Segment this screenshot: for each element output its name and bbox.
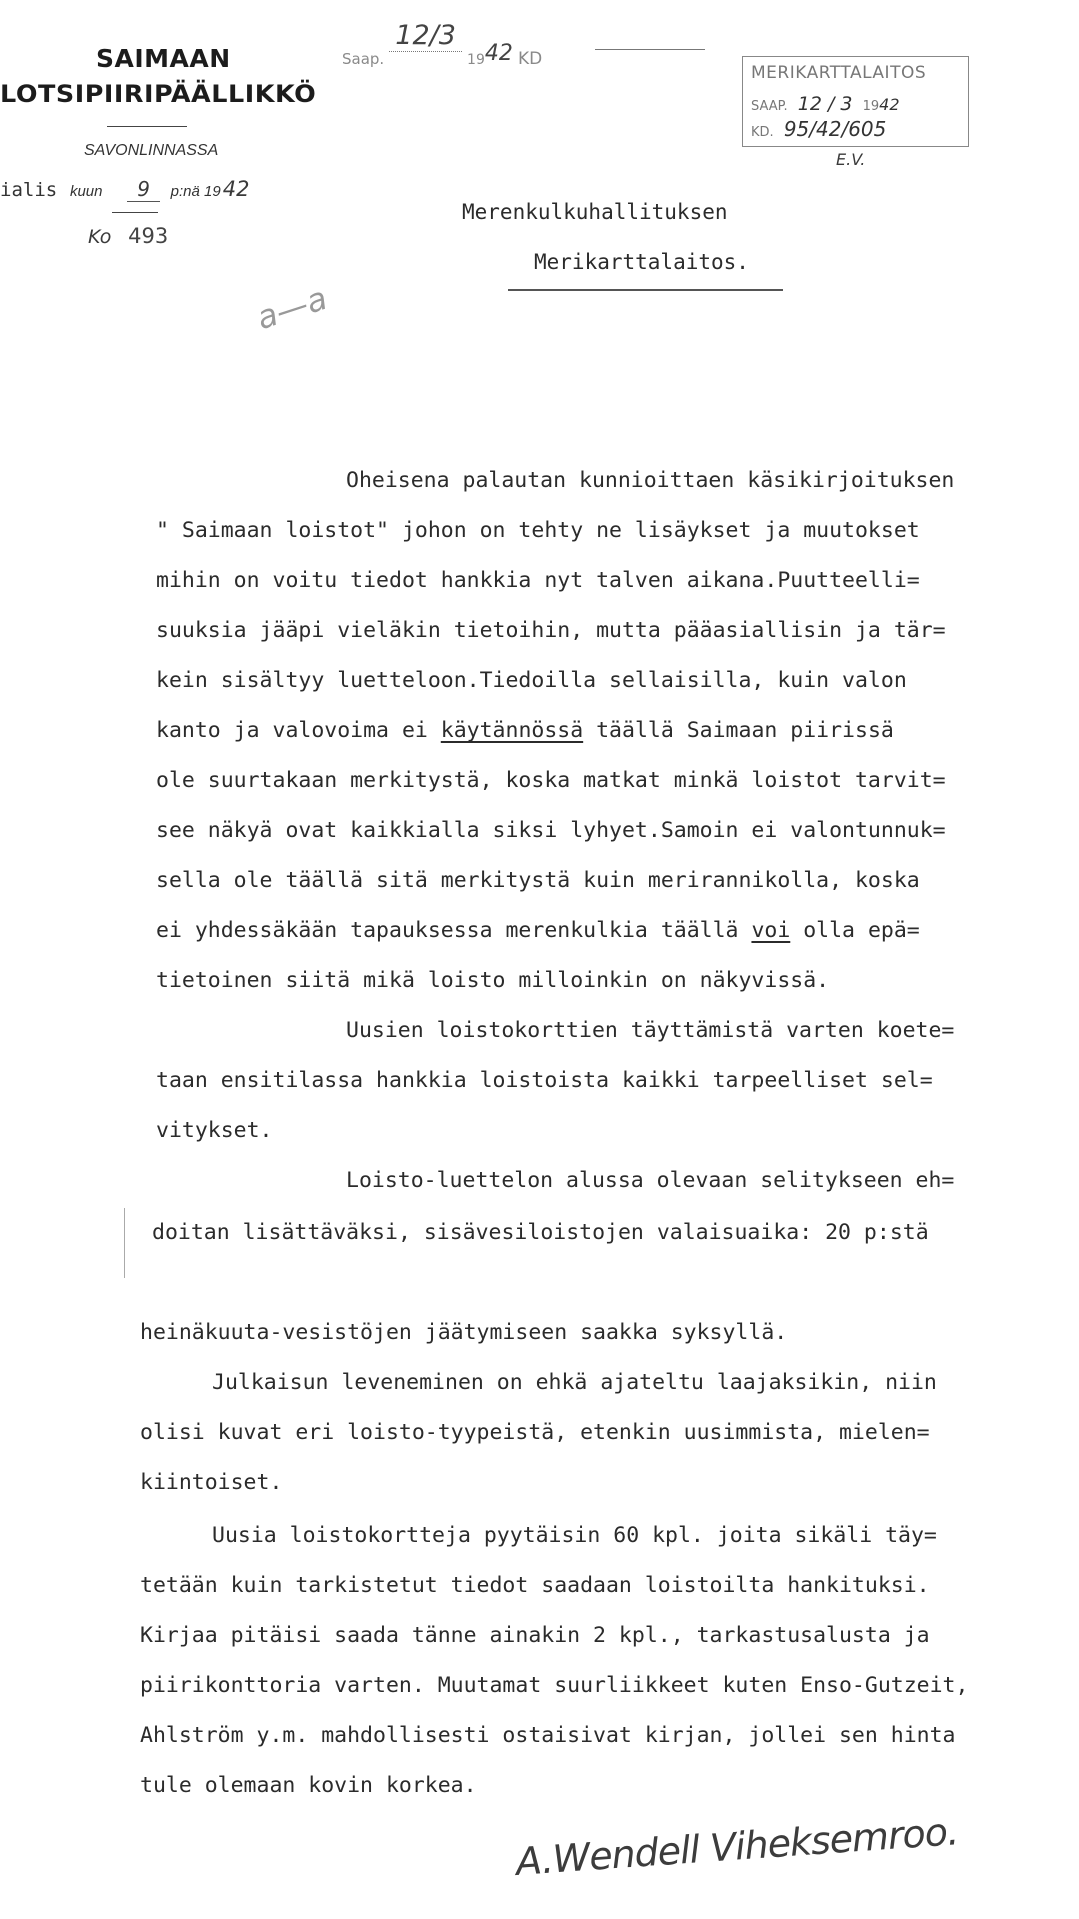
kuun-label: kuun [69, 183, 103, 200]
body-text: ei yhdessäkään tapauksessa merenkulkia täällä [156, 918, 752, 943]
date-day: 9 [127, 177, 160, 202]
received-date: 12/3 [389, 20, 462, 52]
body-line: ole suurtakaan merkitystä, koska matkat minkä loistot tarvit= [156, 768, 946, 793]
body-line: sella ole täällä sitä merkitystä kuin merirannikolla, koska [156, 868, 920, 893]
handwritten-note: a—a [252, 278, 332, 338]
body-line [156, 918, 920, 943]
signature: A.Wendell Viheksemroo. [514, 1809, 960, 1884]
date-year: 42 [222, 177, 250, 201]
body-line: Kirjaa pitäisi saada tänne ainakin 2 kpl., tarkastusalusta ja [140, 1623, 930, 1648]
stamp-saap-value: 12 / 3 [797, 93, 853, 115]
body-underlined-text: voi [751, 918, 791, 943]
body-line: Uusia loistokortteja pyytäisin 60 kpl. joita sikäli täy= [212, 1523, 937, 1548]
body-line: " Saimaan loistot" johon on tehty ne lisäykset ja muutokset [156, 518, 920, 543]
body-line: vitykset. [156, 1118, 273, 1143]
body-underlined-text: käytännössä [440, 718, 584, 743]
stamp-kd-value: 95/42/605 [783, 117, 887, 141]
body-line: doitan lisättäväksi, sisävesiloistojen valaisuaika: 20 p:stä [152, 1220, 929, 1245]
body-line: kein sisältyy luetteloon.Tiedoilla sellaisilla, kuin valon [156, 668, 907, 693]
body-line: tule olemaan kovin korkea. [140, 1773, 477, 1798]
received-mark-line [595, 49, 705, 50]
stamp-kd-label: KD. [751, 125, 774, 140]
body-line: suuksia jääpi vieläkin tietoihin, mutta pääasiallisin ja tär= [156, 618, 946, 643]
received-year-prefix: 19 [467, 52, 485, 68]
body-line: see näkyä ovat kaikkialla siksi lyhyet.Samoin ei valontunnuk= [156, 818, 946, 843]
letterhead-date-line [0, 177, 249, 201]
letterhead-city: SAVONLINNASSA [84, 142, 219, 159]
recipient-underline [508, 289, 783, 291]
body-text: täällä Saimaan piirissä [583, 718, 894, 743]
body-line: piirikonttoria varten. Muutamat suurliikkeet kuten Enso-Gutzeit, [140, 1673, 969, 1698]
received-year: 42 [484, 41, 513, 66]
body-line: kiintoiset. [140, 1470, 283, 1495]
body-line: heinäkuuta-vesistöjen jäätymiseen saakka syksyllä. [140, 1320, 788, 1345]
stamp-saap-row [751, 93, 900, 115]
recipient-line2: Merikarttalaitos. [534, 250, 749, 274]
stamp-saap-label: SAAP. [751, 99, 788, 114]
received-mark [342, 20, 543, 69]
body-line: olisi kuvat eri loisto-tyypeistä, etenkin uusimmista, mielen= [140, 1420, 930, 1445]
body-line: mihin on voitu tiedot hankkia nyt talven aikana.Puutteelli= [156, 568, 920, 593]
reference-value: 493 [128, 224, 169, 248]
body-text: kanto ja valovoima ei [156, 718, 441, 743]
body-line: taan ensitilassa hankkia loistoista kaikki tarpeelliset sel= [156, 1068, 933, 1093]
body-line: Ahlström y.m. mahdollisesti ostaisivat kirjan, jollei sen hinta [140, 1723, 956, 1748]
stamp-kd-row [751, 117, 886, 141]
body-line: Uusien loistokorttien täyttämistä varten koete= [346, 1018, 955, 1043]
body-line: Julkaisun leveneminen on ehkä ajateltu laajaksikin, niin [212, 1370, 937, 1395]
reference-prefix: Ko [88, 226, 112, 248]
body-line: Oheisena palautan kunnioittaen käsikirjoituksen [346, 468, 955, 493]
body-line: Loisto-luettelon alussa olevaan selitykseen eh= [346, 1168, 955, 1193]
letterhead-org-line2: LOTSIPIIRIPÄÄLLIKKÖ [0, 80, 317, 108]
letterhead-divider [107, 126, 187, 127]
pnd-label: p:nä 19 [170, 183, 221, 200]
reference-number [88, 224, 168, 248]
body-line: tetään kuin tarkistetut tiedot saadaan loistoilta hankituksi. [140, 1573, 930, 1598]
date-underline [112, 212, 158, 213]
letterhead-org-line1: SAIMAAN [96, 44, 231, 73]
stamp-saap-year-prefix: 19 [862, 99, 880, 114]
stamp-note: E.V. [836, 150, 866, 169]
received-suffix: KD [517, 49, 543, 69]
stamp-title: MERIKARTTALAITOS [751, 63, 927, 83]
body-text: olla epä= [790, 918, 920, 943]
date-prefix: ialis [0, 179, 58, 201]
body-line: tietoinen siitä mikä loisto milloinkin on näkyvissä. [156, 968, 830, 993]
archive-stamp [742, 56, 969, 147]
stamp-saap-year: 42 [879, 95, 900, 114]
margin-mark [124, 1208, 125, 1278]
received-label: Saap. [342, 50, 385, 68]
body-line [156, 718, 894, 743]
recipient-line1: Merenkulkuhallituksen [462, 200, 728, 224]
